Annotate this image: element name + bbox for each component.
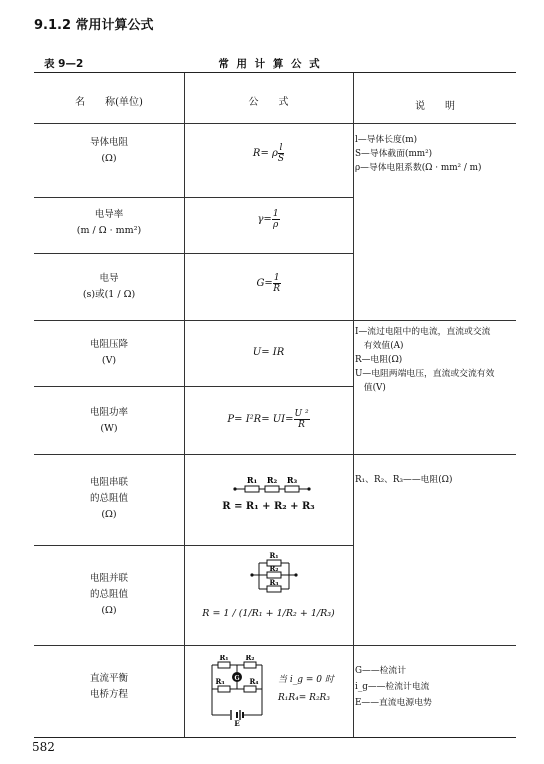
resistor-label: R₁ — [246, 475, 258, 485]
name-line: 电导率 — [94, 209, 124, 220]
unit-line: (s)或(1 / Ω) — [82, 289, 136, 300]
header-name: 名 称(单位) — [75, 97, 143, 108]
row-name — [34, 337, 184, 369]
formula-power — [185, 409, 352, 430]
column-divider — [353, 73, 354, 737]
fraction — [278, 143, 284, 164]
fraction — [273, 273, 281, 294]
name-line: 电阻压降 — [89, 339, 128, 350]
note-line: E——直流电源电势 — [355, 698, 432, 708]
fraction-num: l — [279, 143, 283, 153]
unit-line: (W) — [100, 423, 118, 434]
formula-conductance — [185, 273, 352, 294]
row-divider — [34, 545, 354, 546]
fraction-num: 1 — [272, 209, 279, 219]
unit-line: (V) — [101, 355, 117, 366]
name-line: 电阻并联 — [89, 573, 128, 584]
bridge-condition: 当 i_g = 0 时 — [278, 675, 334, 685]
name-line: 的总阻值 — [89, 589, 128, 600]
resistor-label: R₃ — [286, 475, 298, 485]
note-line: R—电阻(Ω) — [355, 355, 403, 365]
formula-conductivity — [185, 209, 352, 230]
unit-line: (Ω) — [101, 509, 117, 520]
row-name — [34, 571, 184, 619]
table-id: 表 9—2 — [44, 58, 84, 70]
unit-line: (Ω) — [101, 153, 117, 164]
formula-resistance — [185, 143, 352, 164]
row-name — [34, 207, 184, 239]
parallel-circuit-diagram — [249, 551, 299, 601]
bridge-circuit-diagram — [206, 655, 268, 727]
note-resistance — [355, 133, 515, 175]
row-name — [34, 271, 184, 303]
note-line: i_g——检流计电流 — [355, 682, 430, 692]
row-divider — [34, 253, 354, 254]
row-name — [34, 135, 184, 167]
name-line: 电阻功率 — [89, 407, 128, 418]
note-line: l—导体长度(m) — [355, 135, 418, 145]
name-line: 电阻串联 — [89, 477, 128, 488]
formula-lhs: G= — [256, 278, 273, 289]
table-caption: 常 用 计 算 公 式 — [218, 58, 322, 70]
note-series — [355, 473, 515, 487]
resistor-label: R₁ — [219, 655, 229, 662]
name-line: 直流平衡 — [89, 673, 128, 684]
formula-bridge — [278, 671, 334, 707]
row-divider — [34, 645, 516, 646]
resistor-label: R₃ — [269, 578, 279, 587]
name-line: 导体电阻 — [89, 137, 128, 148]
header-note: 说 明 — [415, 101, 455, 112]
row-name — [34, 405, 184, 437]
row-divider — [34, 454, 516, 455]
row-name — [34, 475, 184, 523]
column-divider — [184, 73, 185, 737]
unit-line: (Ω) — [101, 605, 117, 616]
fraction-num: 1 — [273, 273, 280, 283]
resistor-label: R₁ — [269, 551, 279, 560]
page-number: 582 — [32, 740, 55, 754]
fraction-den: S — [277, 154, 285, 164]
galvanometer-label: G — [234, 675, 240, 682]
formula-series — [185, 501, 352, 512]
note-bridge — [355, 663, 515, 711]
bridge-equation: R₁R₄= R₂R₃ — [278, 693, 330, 703]
formula-parallel — [185, 608, 352, 619]
note-line: 有效值(A) — [355, 341, 404, 351]
fraction-den: R — [273, 284, 281, 294]
fraction — [272, 209, 280, 230]
source-label: E — [234, 719, 240, 727]
row-name — [34, 671, 184, 703]
formula-text: R = 1 / (1/R₁ + 1/R₂ + 1/R₃) — [202, 608, 335, 619]
note-line: ρ—导体电阻系数(Ω · mm² / m) — [355, 163, 482, 173]
section-title: 9.1.2 常用计算公式 — [34, 18, 154, 33]
series-circuit-diagram — [232, 475, 312, 497]
name-line: 电桥方程 — [89, 689, 128, 700]
row-divider — [34, 386, 354, 387]
fraction — [294, 409, 310, 430]
fraction-den: ρ — [273, 220, 279, 230]
note-line: G——检流计 — [355, 666, 407, 676]
row-divider — [34, 197, 354, 198]
formula-lhs: P= I²R= UI= — [227, 414, 294, 425]
note-voltage-drop — [355, 325, 515, 395]
formula-table — [34, 72, 516, 738]
name-line: 电导 — [99, 273, 119, 284]
resistor-label: R₄ — [249, 677, 259, 686]
resistor-label: R₂ — [266, 475, 278, 485]
fraction-num: U ² — [294, 409, 309, 419]
formula-voltage-drop — [185, 347, 352, 358]
resistor-label: R₃ — [215, 677, 225, 686]
name-line: 的总阻值 — [89, 493, 128, 504]
formula-lhs: R= ρ — [252, 148, 278, 159]
header-formula: 公 式 — [248, 97, 289, 108]
formula-text: R = R₁ + R₂ + R₃ — [222, 501, 315, 512]
resistor-label: R₂ — [269, 564, 279, 573]
note-line: S—导体截面(mm²) — [355, 149, 433, 159]
row-divider — [34, 320, 516, 321]
header-divider — [34, 123, 516, 124]
note-line: R₁、R₂、R₃——电阻(Ω) — [355, 475, 453, 485]
resistor-label: R₂ — [245, 655, 255, 662]
formula-lhs: γ= — [257, 214, 272, 225]
note-line: I—流过电阻中的电流，直流或交流 — [355, 327, 491, 337]
unit-line: (m / Ω · mm²) — [76, 225, 142, 236]
fraction-den: R — [298, 420, 305, 430]
note-line: U—电阻两端电压，直流或交流有效 — [355, 369, 495, 379]
formula-text: U= IR — [252, 347, 285, 358]
note-line: 值(V) — [355, 383, 386, 393]
